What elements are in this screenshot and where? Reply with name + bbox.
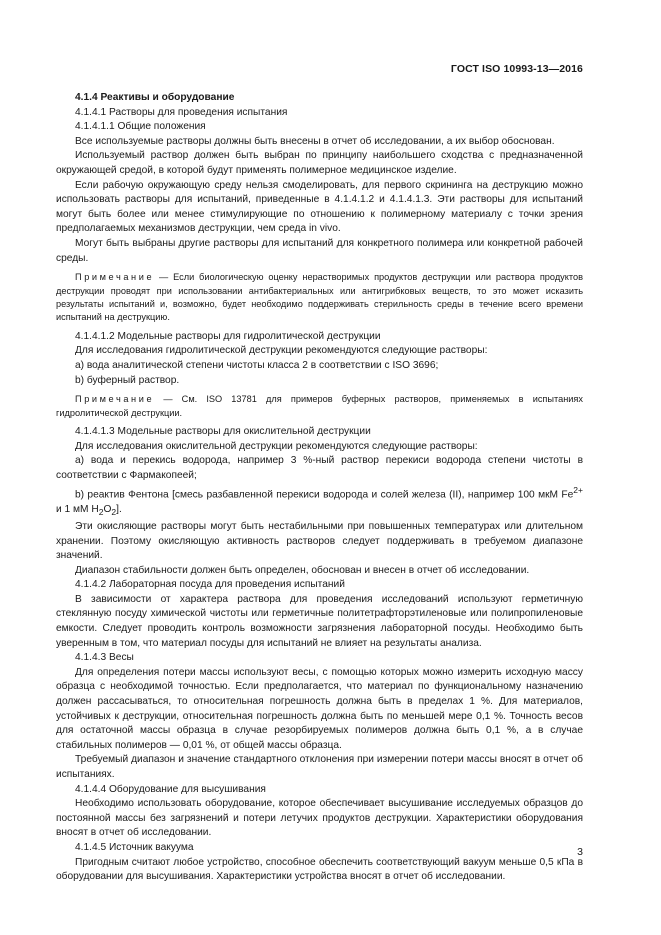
- section-heading: 4.1.4 Реактивы и оборудование: [75, 92, 235, 103]
- standard-code-header: ГОСТ ISO 10993-13—2016: [450, 63, 583, 75]
- page-number: 3: [577, 846, 583, 858]
- note-text: — Если биологическую оценку нерастворимых продуктов деструкции или раствора продуктов деструкции проводят при использовании антибактериальных или антигрибковых веществ, то это может исказить результаты испытаний и, возможно, будет необходимо поддерживать стерильность среды в течение всего времени испытаний на деструкцию.: [56, 272, 583, 323]
- note: [56, 271, 583, 325]
- paragraph: Все используемые растворы должны быть внесены в отчет об исследовании, а их выбор обоснован.: [75, 135, 555, 147]
- list-item-fenton: b) реактив Фентона [смесь разбавленной перекиси водорода и солей железа (II), например 100 мкМ $Fe^{2+}$ и 1 мМ $H_2O_2$].: [56, 485, 583, 518]
- paragraph: В зависимости от характера раствора для проведения исследований используют герметичную стеклянную посуду химической чистоты или герметичные политетрафторэтиленовые или полипропиленовые емкости. Следует проводить контроль возможности загрязнения лабораторной посуды. Необходимо быть уверенным в том, что материал посуды для испытаний не влияет на результаты анализа.: [56, 593, 583, 649]
- subsection-heading: 4.1.4.1.3 Модельные растворы для окислительной деструкции: [75, 425, 371, 437]
- list-item: b) буферный раствор.: [75, 374, 180, 386]
- subsection-heading: 4.1.4.1.2 Модельные растворы для гидролитической деструкции: [75, 330, 381, 342]
- note-label: Примечание: [75, 394, 155, 405]
- note-label: Примечание: [75, 272, 155, 283]
- subsection-heading: 4.1.4.4 Оборудование для высушивания: [75, 783, 266, 795]
- paragraph: Необходимо использовать оборудование, которое обеспечивает высушивание исследуемых образцов до постоянной массы без загрязнений и потери летучих продуктов деструкции. Характеристики оборудования вносят в отчет об исследовании.: [56, 798, 583, 839]
- note: [56, 393, 583, 420]
- list-item: a) вода и перекись водорода, например 3 %-ный раствор перекиси водорода степени чистоты в соответствии с Фармакопеей;: [56, 455, 583, 481]
- subsection-heading: 4.1.4.3 Весы: [75, 652, 134, 664]
- note-text: — См. ISO 13781 для примеров буферных растворов, применяемых в испытаниях гидролитической деструкции.: [56, 394, 583, 418]
- subsection-heading: 4.1.4.5 Источник вакуума: [75, 841, 194, 853]
- subsection-heading: 4.1.4.2 Лабораторная посуда для проведения испытаний: [75, 579, 345, 591]
- paragraph: Диапазон стабильности должен быть определен, обоснован и внесен в отчет об исследовании.: [75, 564, 530, 576]
- paragraph: Эти окисляющие растворы могут быть нестабильными при повышенных температурах или длительном хранении. Поэтому окисляющую активность растворов следует поддерживать в требуемом диапазоне значений.: [56, 520, 583, 562]
- subsection-heading: 4.1.4.1 Растворы для проведения испытания: [75, 106, 288, 118]
- paragraph: Могут быть выбраны другие растворы для испытаний для конкретного полимера или конкретной рабочей среды.: [56, 237, 583, 264]
- paragraph: Если рабочую окружающую среду нельзя смоделировать, для первого скрининга на деструкцию можно использовать растворы для испытаний, приведенные в 4.1.4.1.2 и 4.1.4.1.3. Эти растворы для испытаний могут быть более или менее стимулирующие по отношению к полимерному материалу с точки зрения предполагаемых механизмов деструкции, чем среда in vivo.: [56, 179, 583, 235]
- subsection-heading: 4.1.4.1.1 Общие положения: [75, 121, 206, 133]
- paragraph: Для исследования гидролитической деструкции рекомендуются следующие растворы:: [75, 345, 488, 357]
- paragraph: Пригодным считают любое устройство, способное обеспечить соответствующий вакуум меньше 0,5 кПа в оборудовании для высушивания. Характеристики устройства вносят в отчет об исследовании.: [56, 856, 583, 883]
- paragraph: Для определения потери массы используют весы, с помощью которых можно измерить исходную массу образца с необходимой точностью. Если предполагается, что материал по функциональному назначению должен рассасываться, то относительная погрешность должна быть в пределах 1 %. Для материалов, устойчивых к деструкции, относительная погрешность должна быть по меньшей мере 0,1 %. Точность весов для остаточной массы образца в случае резорбируемых полимеров должна быть 0,1 %, а в случае стабильных полимеров — 0,01 %, от общей массы образца.: [56, 666, 583, 751]
- list-item: a) вода аналитической степени чистоты класса 2 в соответствии с ISO 3696;: [75, 359, 439, 371]
- paragraph: Используемый раствор должен быть выбран по принципу наибольшего сходства с предназначенной окружающей средой, в которой будут применять полимерное медицинское изделие.: [56, 150, 583, 176]
- paragraph: Требуемый диапазон и значение стандартного отклонения при измерении потери массы вносят в отчет об испытаниях.: [56, 754, 583, 781]
- document-body: [56, 91, 583, 885]
- paragraph: Для исследования окислительной деструкции рекомендуются следующие растворы:: [75, 440, 478, 452]
